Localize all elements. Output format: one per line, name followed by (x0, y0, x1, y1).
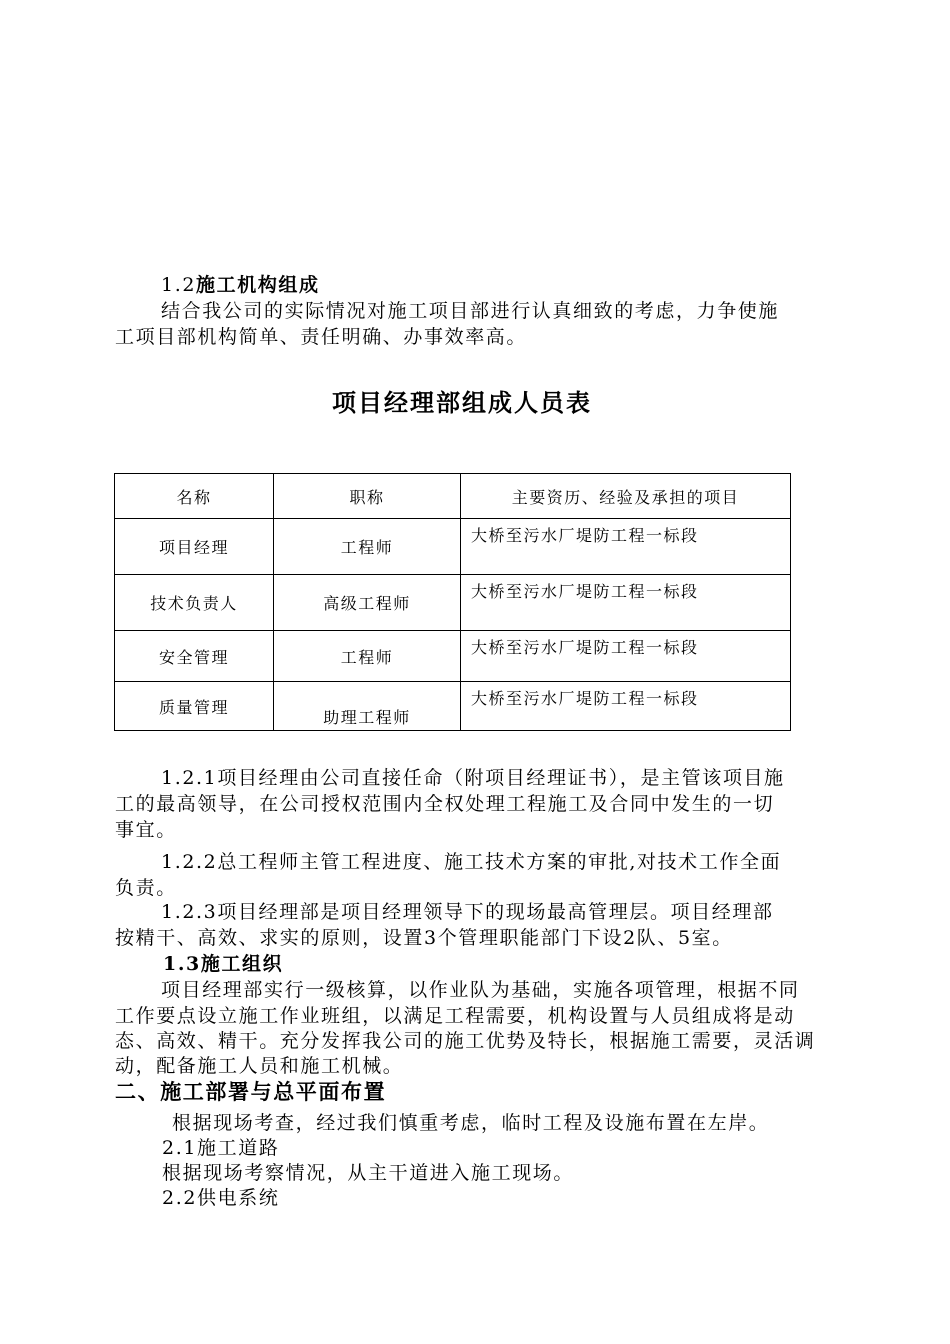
p122-line-1: 1.2.2总工程师主管工程进度、施工技术方案的审批,对技术工作全面 (161, 851, 782, 873)
cell-name: 质量管理 (115, 682, 274, 731)
cell-title: 高级工程师 (274, 575, 461, 631)
section-2-2-heading: 2.2供电系统 (162, 1187, 280, 1209)
header-experience: 主要资历、经验及承担的项目 (461, 474, 791, 519)
p121-line-1: 1.2.1项目经理由公司直接任命（附项目经理证书），是主管该项目施 (161, 767, 785, 789)
table-row (115, 682, 791, 731)
section-2-1-heading: 2.1施工道路 (162, 1137, 280, 1159)
section-number: 1.2 (161, 274, 197, 296)
p13-line-2: 工作要点设立施工作业班组，以满足工程需要，机构设置与人员组成将是动 (115, 1005, 795, 1027)
cell-project: 大桥至污水厂堤防工程一标段 (461, 682, 791, 731)
cell-title: 工程师 (274, 519, 461, 575)
staff-table (114, 473, 791, 731)
table-row (115, 631, 791, 682)
section-title: 施工机构组成 (196, 274, 320, 296)
table-row (115, 575, 791, 631)
cell-name: 技术负责人 (115, 575, 274, 631)
cell-project: 大桥至污水厂堤防工程一标段 (461, 575, 791, 631)
p121-line-3: 事宜。 (115, 819, 177, 841)
p123-line-2: 按精干、高效、求实的原则，设置3个管理职能部门下设2队、5室。 (115, 927, 733, 949)
cell-name: 项目经理 (115, 519, 274, 575)
intro-line-2: 工项目部机构简单、责任明确、办事效率高。 (115, 326, 528, 348)
cell-project: 大桥至污水厂堤防工程一标段 (461, 519, 791, 575)
p121-line-2: 工的最高领导，在公司授权范围内全权处理工程施工及合同中发生的一切 (115, 793, 775, 815)
p13-line-3: 态、高效、精干。充分发挥我公司的施工优势及特长，根据施工需要，灵活调 (115, 1030, 816, 1052)
p122-line-2: 负责。 (115, 877, 177, 899)
p123-line-1: 1.2.3项目经理部是项目经理领导下的现场最高管理层。项目经理部 (161, 901, 774, 923)
cell-title: 工程师 (274, 631, 461, 682)
section-2-paragraph: 根据现场考查，经过我们慎重考虑，临时工程及设施布置在左岸。 (172, 1112, 770, 1134)
cell-name: 安全管理 (115, 631, 274, 682)
section-2-heading: 二、施工部署与总平面布置 (115, 1079, 387, 1104)
p13-line-1: 项目经理部实行一级核算，以作业队为基础，实施各项管理，根据不同 (161, 979, 800, 1001)
section-1-2-heading (161, 272, 320, 298)
header-name: 名称 (115, 474, 274, 519)
table-row (115, 519, 791, 575)
cell-title: 助理工程师 (274, 682, 461, 731)
intro-line-1: 结合我公司的实际情况对施工项目部进行认真细致的考虑，力争使施 (161, 300, 780, 322)
table-title: 项目经理部组成人员表 (332, 388, 592, 417)
section-1-3-heading: 1.3施工组织 (163, 953, 284, 975)
section-2-1-paragraph: 根据现场考察情况，从主干道进入施工现场。 (162, 1162, 575, 1184)
cell-project: 大桥至污水厂堤防工程一标段 (461, 631, 791, 682)
table-header-row (115, 474, 791, 519)
p13-line-4: 动，配备施工人员和施工机械。 (115, 1055, 404, 1077)
header-title: 职称 (274, 474, 461, 519)
